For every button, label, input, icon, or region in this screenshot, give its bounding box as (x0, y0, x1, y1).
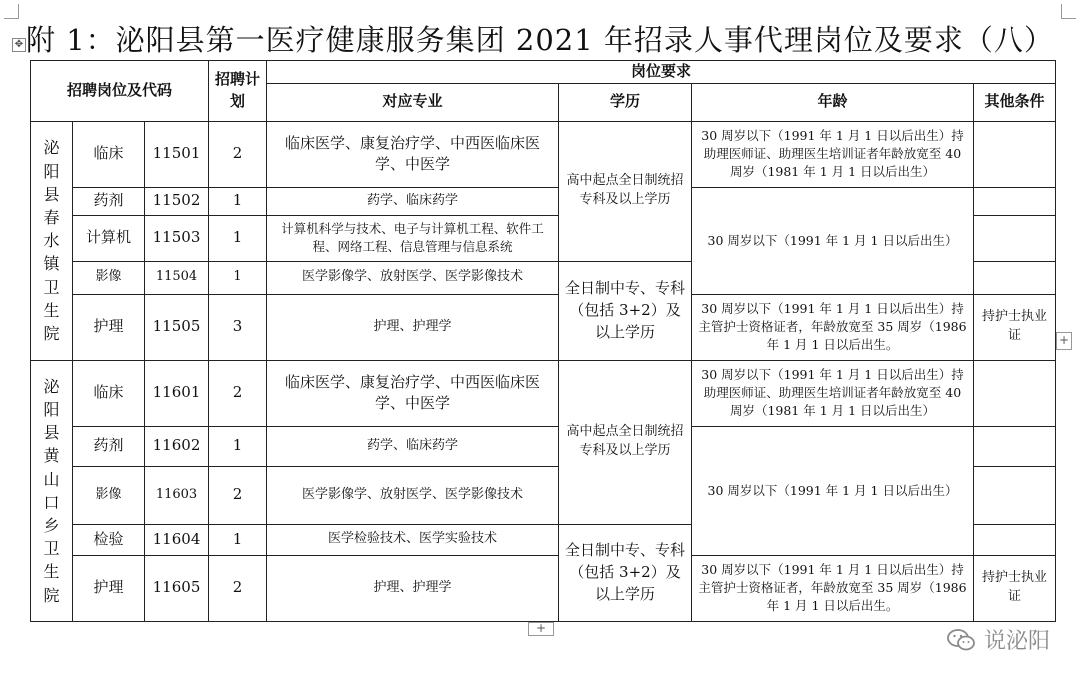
plan-cell: 1 (209, 187, 267, 215)
watermark-text: 说泌阳 (983, 629, 1050, 654)
header-age: 年龄 (692, 83, 974, 121)
position-cell: 药剂 (73, 426, 145, 466)
code-cell: 11603 (145, 466, 209, 524)
header-education: 学历 (559, 83, 692, 121)
plan-cell: 1 (209, 524, 267, 555)
plan-cell: 2 (209, 555, 267, 621)
plan-cell: 3 (209, 294, 267, 360)
other-cell (974, 466, 1056, 524)
other-cell (974, 187, 1056, 215)
position-cell: 计算机 (73, 215, 145, 261)
add-column-handle[interactable]: + (1056, 332, 1072, 350)
major-cell: 药学、临床药学 (267, 187, 559, 215)
age-cell: 30 周岁以下（1991 年 1 月 1 日以后出生） (692, 187, 974, 294)
code-cell: 11605 (145, 555, 209, 621)
other-cell (974, 215, 1056, 261)
major-cell: 临床医学、康复治疗学、中西医临床医学、中医学 (267, 121, 559, 187)
education-cell: 高中起点全日制统招专科及以上学历 (559, 121, 692, 261)
code-cell: 11503 (145, 215, 209, 261)
header-other: 其他条件 (974, 83, 1056, 121)
header-position-code: 招聘岗位及代码 (31, 61, 209, 122)
corner-mark-top-left (4, 4, 19, 19)
major-cell: 护理、护理学 (267, 555, 559, 621)
position-cell: 临床 (73, 360, 145, 426)
other-cell: 持护士执业证 (974, 294, 1056, 360)
header-requirements: 岗位要求 (267, 61, 1056, 84)
education-cell: 全日制中专、专科（包括 3+2）及以上学历 (559, 524, 692, 621)
other-cell (974, 360, 1056, 426)
education-cell: 高中起点全日制统招专科及以上学历 (559, 360, 692, 524)
age-cell: 30 周岁以下（1991 年 1 月 1 日以后出生）持助理医师证、助理医生培训证者年龄放宽至 40 周岁（1981 年 1 月 1 日以后出生） (692, 121, 974, 187)
recruitment-table (30, 60, 1056, 622)
document-title: 附 1：泌阳县第一医疗健康服务集团 2021 年招录人事代理岗位及要求（八） (26, 23, 1054, 57)
other-cell (974, 426, 1056, 466)
major-cell: 医学影像学、放射医学、医学影像技术 (267, 261, 559, 294)
wechat-icon (946, 628, 976, 652)
code-cell: 11504 (145, 261, 209, 294)
position-cell: 护理 (73, 294, 145, 360)
code-cell: 11602 (145, 426, 209, 466)
unit-name-chunshui: 泌 阳 县 春 水 镇 卫 生 院 (31, 121, 73, 360)
age-cell: 30 周岁以下（1991 年 1 月 1 日以后出生）持主管护士资格证者，年龄放宽至 35 周岁（1986 年 1 月 1 日以后出生。 (692, 555, 974, 621)
major-cell: 药学、临床药学 (267, 426, 559, 466)
plan-cell: 1 (209, 261, 267, 294)
add-row-handle[interactable]: + (528, 622, 554, 636)
other-cell (974, 121, 1056, 187)
other-cell (974, 524, 1056, 555)
position-cell: 护理 (73, 555, 145, 621)
plan-cell: 2 (209, 360, 267, 426)
major-cell: 医学影像学、放射医学、医学影像技术 (267, 466, 559, 524)
corner-mark-top-right (1061, 4, 1076, 19)
position-cell: 检验 (73, 524, 145, 555)
code-cell: 11505 (145, 294, 209, 360)
plan-cell: 2 (209, 466, 267, 524)
watermark (946, 624, 1050, 655)
header-plan: 招聘计划 (209, 61, 267, 122)
major-cell: 医学检验技术、医学实验技术 (267, 524, 559, 555)
major-cell: 计算机科学与技术、电子与计算机工程、软件工程、网络工程、信息管理与信息系统 (267, 215, 559, 261)
code-cell: 11501 (145, 121, 209, 187)
education-cell: 全日制中专、专科（包括 3+2）及以上学历 (559, 261, 692, 360)
header-major: 对应专业 (267, 83, 559, 121)
age-cell: 30 周岁以下（1991 年 1 月 1 日以后出生）持主管护士资格证者，年龄放宽至 35 周岁（1986 年 1 月 1 日以后出生。 (692, 294, 974, 360)
plan-cell: 2 (209, 121, 267, 187)
position-cell: 药剂 (73, 187, 145, 215)
table-move-handle[interactable]: ✥ (12, 38, 26, 52)
other-cell: 持护士执业证 (974, 555, 1056, 621)
major-cell: 临床医学、康复治疗学、中西医临床医学、中医学 (267, 360, 559, 426)
age-cell: 30 周岁以下（1991 年 1 月 1 日以后出生） (692, 426, 974, 555)
plan-cell: 1 (209, 426, 267, 466)
code-cell: 11604 (145, 524, 209, 555)
major-cell: 护理、护理学 (267, 294, 559, 360)
age-cell: 30 周岁以下（1991 年 1 月 1 日以后出生）持助理医师证、助理医生培训证者年龄放宽至 40 周岁（1981 年 1 月 1 日以后出生） (692, 360, 974, 426)
code-cell: 11502 (145, 187, 209, 215)
other-cell (974, 261, 1056, 294)
plan-cell: 1 (209, 215, 267, 261)
position-cell: 影像 (73, 261, 145, 294)
unit-name-huangshankou: 泌 阳 县 黄 山 口 乡 卫 生 院 (31, 360, 73, 621)
code-cell: 11601 (145, 360, 209, 426)
position-cell: 影像 (73, 466, 145, 524)
position-cell: 临床 (73, 121, 145, 187)
